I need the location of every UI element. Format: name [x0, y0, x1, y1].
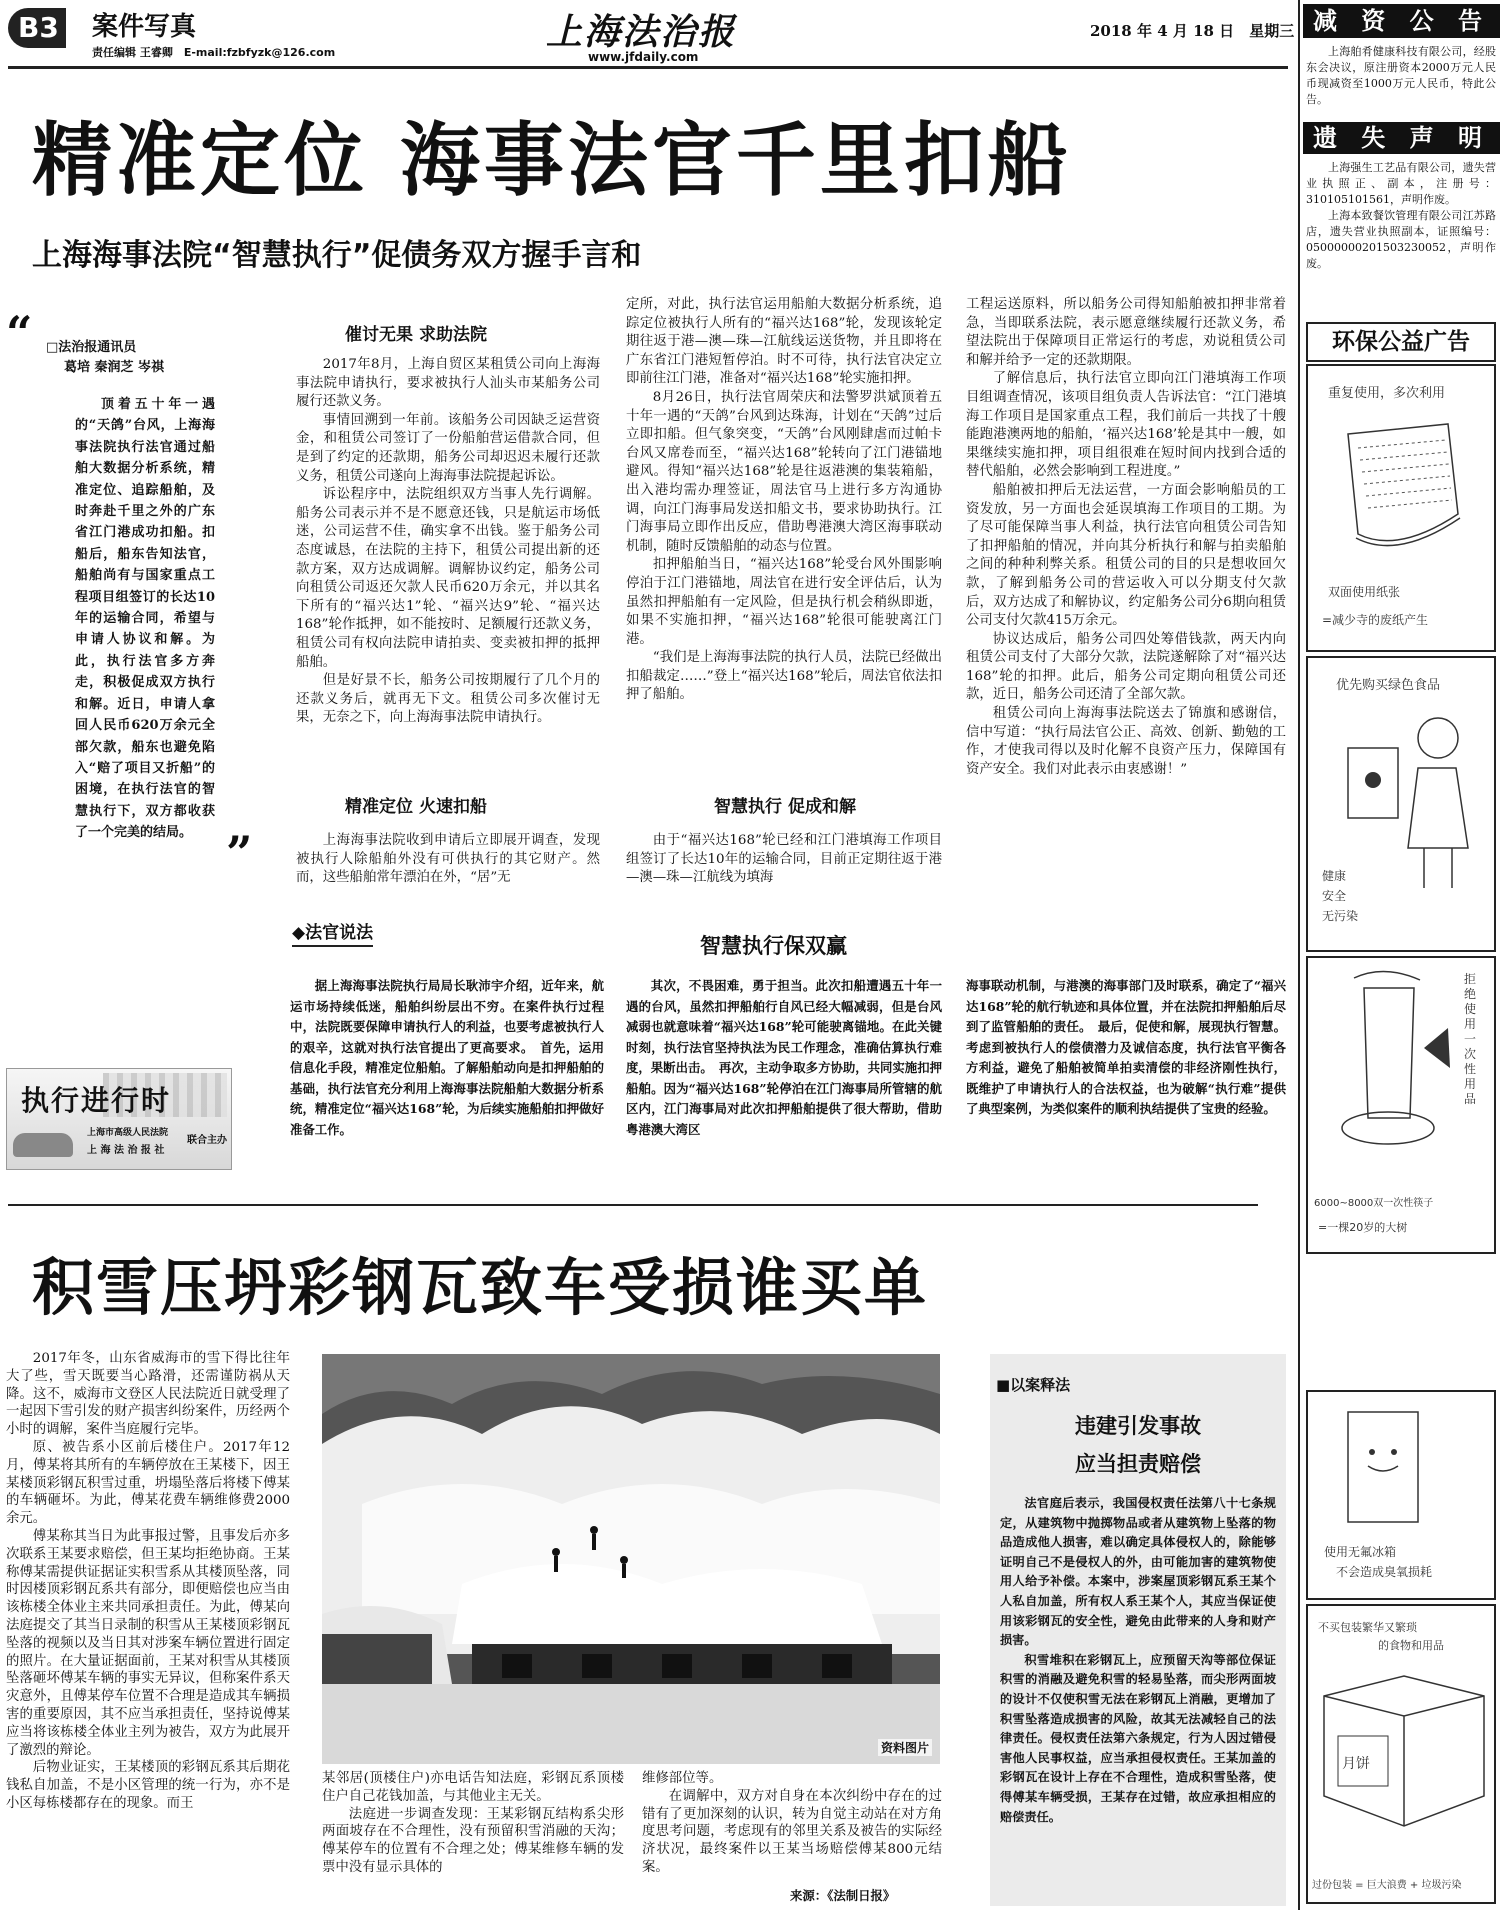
ad-caption-3: 优先购买绿色食品 [1336, 678, 1441, 693]
comment-col1: 据上海海事法院执行局局长耿沛宇介绍，近年来，航运市场持续低迷，船舶纠纷层出不穷。在案件执行过程中，法院既要保障申请执行人的利益，也要考虑被执行人的艰辛，这就对执行法官提出了更高要求。 首先，运用信息化手段，精准定位船舶。了解船舶动向是扣押船舶的基础，执行法官充分利用上海海事法院船舶大数据分析系统，精准定位“福兴达168”轮，为后续实施船舶扣押做好准备工作。 [290, 978, 604, 1137]
article2-col3: 维修部位等。 在调解中，双方对自身在本次纠纷中存在的过错有了更加深刻的认识，转为自觉主动站在对方角度思考问题，考虑现有的邻里关系及被告的实际经济状况，最终案件以王某当场赔偿傅某800元结案。 [642, 1771, 942, 1875]
snow-roof-image [322, 1354, 940, 1764]
article2-col2: 某邻居(顶楼住户)亦电话告知法庭，彩钢瓦系顶楼住户自己花钱加盖，与其他业主无关。 法庭进一步调查发现：王某彩钢瓦结构系尖形两面坡存在不合理性，没有预留积雪消融的天沟；傅某停车的位置有不合理之处；傅某维修车辆的发票中没有显示具体的 [322, 1771, 624, 1875]
article-divider [8, 1204, 1258, 1206]
ad-caption-9: =一棵20岁的大树 [1318, 1221, 1408, 1234]
article1-col3b: 由于“福兴达168”轮已经和江门港填海工作项目组签订了长达10年的运输合同，目前正定期往返于港—澳—珠—江航线为填海 [626, 833, 942, 886]
article1-col2b: 上海海事法院收到申请后立即展开调查，发现被执行人除船舶外没有可供执行的其它财产。然而，这些船舶常年漂泊在外，“居”无 [296, 833, 600, 886]
comment-col2: 其次，不畏困难，勇于担当。此次扣船遭遇五十年一遇的台风，虽然扣押船舶行自风已经大幅减弱，但是台风减弱也就意味着“福兴达168”轮可能驶离锚地。在此关键时刻，执行法官坚持执法为民工作理念，准确估算执行难度，果断出击。 再次，主动争取多方协助，共同实施扣押船舶。因为“福兴达168”轮停泊在江门海事局所管辖的航区内，江门海事局对此次扣押船舶提供了很大帮助，借助粤港澳大湾区 [626, 978, 942, 1137]
ad-panel-fridge [1306, 1390, 1496, 1600]
ad-caption-11: 不会造成臭氧损耗 [1336, 1565, 1433, 1579]
open-quote: “ [6, 306, 33, 360]
ad-caption-2: =减少寺的废纸产生 [1322, 613, 1429, 627]
box-text: 法官庭后表示，我国侵权责任法第八十七条规定，从建筑物中抛掷物品或者从建筑物上坠落的物品造成他人损害，难以确定具体侵权人的，除能够证明自己不是侵权人的外，由可能加害的建筑物使用人给予补偿。本案中，涉案屋顶彩钢瓦系王某个人私自加盖，所有权人系王某个人，其应当保证使用该彩钢瓦的安全性，避免由此带来的人身和财产损害。 积雪堆积在彩钢瓦上，应预留天沟等部位保证积雪的消融及避免积雪的轻易坠落，而尖形两面坡的设计不仅使积雪无法在彩钢瓦上消融，更增加了积雪坠落造成损害的风险，故其无法减轻自己的法律责任。侵权责任法第六条规定，行为人因过错侵害他人民事权益，应当承担侵权责任。王某加盖的彩钢瓦在设计上存在不合理性，造成积雪坠落，使得傅某车辆受损，王某存在过错，故应承担相应的赔偿责任。 [1000, 1496, 1276, 1824]
column-logo [6, 1068, 232, 1170]
case-explanation-box [990, 1354, 1286, 1906]
byline: □法治报通讯员 葛培 秦润芝 岑祺 [46, 340, 165, 375]
ad-panel-packaging [1306, 1604, 1496, 1904]
paper-sheets-icon [1328, 414, 1478, 564]
notice-loss-title: 遗 失 声 明 [1303, 122, 1500, 154]
masthead: 上海法治报 [546, 11, 737, 53]
fridge-icon [1328, 1402, 1438, 1532]
website: www.jfdaily.com [588, 50, 699, 64]
ad-caption-6: 无污染 [1322, 909, 1359, 923]
notice-capital-reduction-text: 上海舶肴健康科技有限公司，经股东会决议，原注册资本2000万元人民币现减资至1000万元人民币，特此公告。 [1306, 45, 1496, 106]
ad-caption-8: 6000~8000双一次性筷子 [1314, 1198, 1434, 1209]
photo-caption: 资料图片 [878, 1739, 932, 1756]
header-rule [8, 66, 1288, 69]
ad-title: 环保公益广告 [1306, 322, 1496, 362]
judge-comment-label: ◆法官说法 [292, 918, 373, 947]
judge-comment-title: 智慧执行保双赢 [700, 934, 847, 958]
police-car-graphic [13, 1133, 73, 1157]
snow-photo [322, 1354, 940, 1764]
article1-col3: 定所，对此，执行法官运用船舶大数据分析系统，追踪定位被执行人所有的“福兴达168”轮，发现该轮定期往返于港—澳—珠—江航线运送货物，并且即将在广东省江门港短暂停泊。时不可待，执行法官决定立即前往江门港，准备对“福兴达168”轮实施扣押。 8月26日，执行法官周荣庆和法警罗洪斌顶着五十年一遇的“天鸽”台风到达珠海，计划在“天鸽”过后立即扣船。但气象突变，“天鸽”台风刚肆虐而过帕卡台风又席卷而至，“福兴达168”轮转向了江门港锚地避风。得知“福兴达168”轮是往返港澳的集装箱船，出入港均需办理签证，周法官马上进行多方沟通协调，向江门海事局发送扣船文书，要求协助执行。江门海事局立即作出反应，借助粤港澳大湾区海事联动机制，随时反馈船舶的动态与位置。 扣押船舶当日，“福兴达168”轮受台风外围影响停泊于江门港锚地，周法官在进行安全评估后，认为虽然扣押船舶有一定风险，但是执行机会稍纵即逝，如果不实施扣押，“福兴达168”轮很可能驶离江门港。 “我们是上海海事法院的执行人员，法院已经做出扣船裁定……”登上“福兴达168”轮后，周法官依法扣押了船舶。 [626, 297, 942, 703]
girl-with-bag-icon [1328, 708, 1488, 898]
ad-caption-4: 健康 [1322, 869, 1347, 883]
column-logo-org3: 联合主办 [187, 1135, 227, 1146]
headline-2: 积雪压坍彩钢瓦致车受损谁买单 [32, 1251, 929, 1324]
article1-col2: 2017年8月，上海自贸区某租赁公司向上海海事法院申请执行，要求被执行人汕头市某船务公司履行还款义务。 事情回溯到一年前。该船务公司因缺乏运营资金，和租赁公司签订了一份船舶营运借款合同，但是到了约定的还款期，船务公司却迟迟未履行还款义务，租赁公司遂向上海海事法院提起诉讼。 诉讼程序中，法院组织双方当事人先行调解。船务公司表示并不是不愿意还钱，只是航运市场低迷，公司运营不佳，确实拿不出钱。鉴于船务公司态度诚恳，在法院的主持下，租赁公司提出新的还款方案，双方达成调解。调解协议约定，船务公司向租赁公司返还欠款人民币620万余元，并以其名下所有的“福兴达1”轮、“福兴达9”轮、“福兴达168”轮作抵押，如不能按时、足额履行还款义务，租赁公司有权向法院申请拍卖、变卖被扣押的抵押船舶。 但是好景不长，船务公司按期履行了几个月的还款义务后，就再无下文。租赁公司多次催讨无果，无奈之下，向上海海事法院申请执行。 [296, 357, 600, 726]
subhead-1: 上海海事法院“智慧执行”促债务双方握手言和 [32, 238, 642, 273]
subhead-1-2: 精准定位 火速扣船 [345, 797, 487, 817]
ad-caption-5: 安全 [1322, 889, 1347, 903]
ad-caption-13: 的食物和用品 [1378, 1639, 1444, 1652]
ad-caption-15: 过份包装 = 巨大浪费 + 垃圾污染 [1312, 1880, 1462, 1891]
ad-panel-reuse [1306, 364, 1496, 652]
close-quote: ” [226, 826, 253, 880]
article2-col1: 2017年冬，山东省威海市的雪下得比往年大了些，雪天既要当心路滑，还需谨防祸从天降。这不，威海市文登区人民法院近日就受理了一起因下雪引发的财产损害纠纷案件，历经两个小时的调解，案件当庭履行完毕。 原、被告系小区前后楼住户。2017年12月，傅某将其所有的车辆停放在王某楼下，因王某楼顶彩钢瓦积雪过重，坍塌坠落后将楼下傅某的车辆砸坏。为此，傅某花费车辆维修费2000余元。 傅某称其当日为此事报过警，且事发后亦多次联系王某要求赔偿，但王某均拒绝协商。王某称傅某需提供证据证实积雪系从其楼顶坠落，同时因楼顶彩钢瓦系共有部分，即便赔偿也应当由该栋楼全体业主来共同承担责任。为此，傅某向法庭提交了其当日录制的积雪从王某楼顶彩钢瓦坠落的视频以及当日其对涉案车辆位置进行固定的照片。在大量证据面前，王某对积雪从其楼顶坠落砸坏傅某车辆的事实无异议，但称案件系天灾意外，且傅某停车位置不合理是造成其车辆损害的重要原因，其不应当承担责任，坚持说傅某应当将该栋楼全体业主列为被告，双方为此展开了激烈的辩论。 后物业证实，王某楼顶的彩钢瓦系其后期花钱私自加盖，不是小区管理的统一行为，亦不是小区每栋楼都存在的现象。而王 [6, 1351, 290, 1811]
lead-paragraph: 顶着五十年一遇的“天鸽”台风，上海海事法院执行法官通过船舶大数据分析系统，精准定位、追踪船舶，及时奔赴千里之外的广东省江门港成功扣船。扣船后，船东告知法官，船舶尚有与国家重点工程项目组签订的长达10年的运输合同，希望与申请人协议和解。为此，执行法官多方奔走，积极促成双方执行和解。近日，申请人拿回人民币620万余元全部欠款，船东也避免陷入“赔了项目又折船”的困境，在执行法官的智慧执行下，双方都收获了一个完美的结局。 [75, 397, 215, 841]
headline-1: 精准定位 海事法官千里扣船 [32, 114, 1072, 207]
subhead-1-1: 催讨无果 求助法院 [345, 325, 487, 345]
ad-panel-green-food [1306, 656, 1496, 952]
source-line: 来源：《法制日报》 [790, 1888, 896, 1903]
sidebar-divider [1298, 0, 1300, 1910]
section-name: 案件写真 [92, 12, 197, 42]
box-title-1: 违建引发事故 [1075, 1414, 1201, 1438]
box-title-2: 应当担责赔偿 [1075, 1452, 1201, 1476]
editor-line: 责任编辑 王睿卿 E-mail:fzbfyzk@126.com [92, 46, 336, 59]
box-label: ■以案释法 [996, 1376, 1071, 1394]
page-badge: B3 [8, 8, 66, 48]
ad-caption-14: 月饼 [1342, 1756, 1370, 1772]
column-logo-org1: 上海市高级人民法院 [87, 1128, 169, 1138]
ad-caption-7: 拒绝使用一次性用品 [1464, 972, 1477, 1106]
comment-col3: 海事联动机制，与港澳的海事部门及时联系，确定了“福兴达168”轮的航行轨迹和具体位置，并在法院扣押船舶后尽到了监管船舶的责任。 最后，促使和解，展现执行智慧。考虑到被执行人的偿债潜力及诚信态度，执行法官平衡各方利益，避免了船舶被简单拍卖清偿的非经济刚性执行，既维护了申请执行人的合法权益，也为破解“执行难”提供了典型案例，为类似案件的顺利执结提供了宝贵的经验。 [966, 978, 1286, 1116]
article1-col4: 工程运送原料，所以船务公司得知船舶被扣押非常着急，当即联系法院，表示愿意继续履行还款义务，希望法院出于保障项目正常运行的考虑，劝说租赁公司和解并给予一定的还款期限。 了解信息后，执行法官立即向江门港填海工作项目组调查情况，该项目组负责人告诉法官：“江门港填海工作项目是国家重点工程，我们前后一共找了十艘能跑港澳两地的船舶，‘福兴达168’轮是其中一艘，如果继续实施扣押，项目组很难在短时间内找到合适的替代船舶，必然会影响到工程进度。” 船舶被扣押后无法运营，一方面会影响船员的工资发放，另一方面也会延误填海工作项目的工期。为了尽可能保障当事人利益，执行法官向租赁公司告知了扣押船舶的情况，并向其分析执行和解与拍卖船舶之间的种种利弊关系。租赁公司的目的只是想收回欠款，了解到船务公司的营运收入可以分期支付欠款后，双方达成了和解协议，约定船务公司分6期向租赁公司支付欠款415万余元。 协议达成后，船务公司四处筹借钱款，两天内向租赁公司支付了大部分欠款，法院遂解除了对“福兴达168”轮的扣押。此后，船务公司定期向租赁公司还款，近日，船务公司还清了全部欠款。 租赁公司向上海海事法院送去了锦旗和感谢信，信中写道：“执行局法官公正、高效、创新、勤勉的工作，才使我司得以及时化解不良资产压力，保障国有资产安全。我们对此表示由衷感谢！” [966, 297, 1286, 777]
ad-caption-12: 不买包装繁华又繁琐 [1318, 1621, 1417, 1634]
tree-stump-axe-icon [1324, 968, 1454, 1178]
subhead-1-3: 智慧执行 促成和解 [714, 797, 856, 817]
notice-capital-reduction-title: 减 资 公 告 [1303, 4, 1500, 38]
ad-caption-10: 使用无氟冰箱 [1324, 1545, 1397, 1559]
ad-caption-1: 双面使用纸张 [1328, 585, 1401, 599]
notice-loss-text: 上海强生工艺品有限公司，遗失营业执照正、副本，注册号：310105101561，声明作废。 上海本致餐饮管理有限公司江苏路店，遗失营业执照副本，证照编号：05000000201503230052，声明作废。 [1306, 161, 1496, 270]
ad-panel-chopsticks [1306, 956, 1496, 1254]
date: 2018 年 4 月 18 日 星期三 [1090, 22, 1295, 40]
column-logo-title: 执行进行时 [21, 1084, 172, 1117]
gift-boxes-icon [1314, 1666, 1490, 1836]
ad-caption-0: 重复使用，多次利用 [1328, 386, 1446, 401]
column-logo-org2: 上 海 法 治 报 社 [87, 1145, 165, 1156]
